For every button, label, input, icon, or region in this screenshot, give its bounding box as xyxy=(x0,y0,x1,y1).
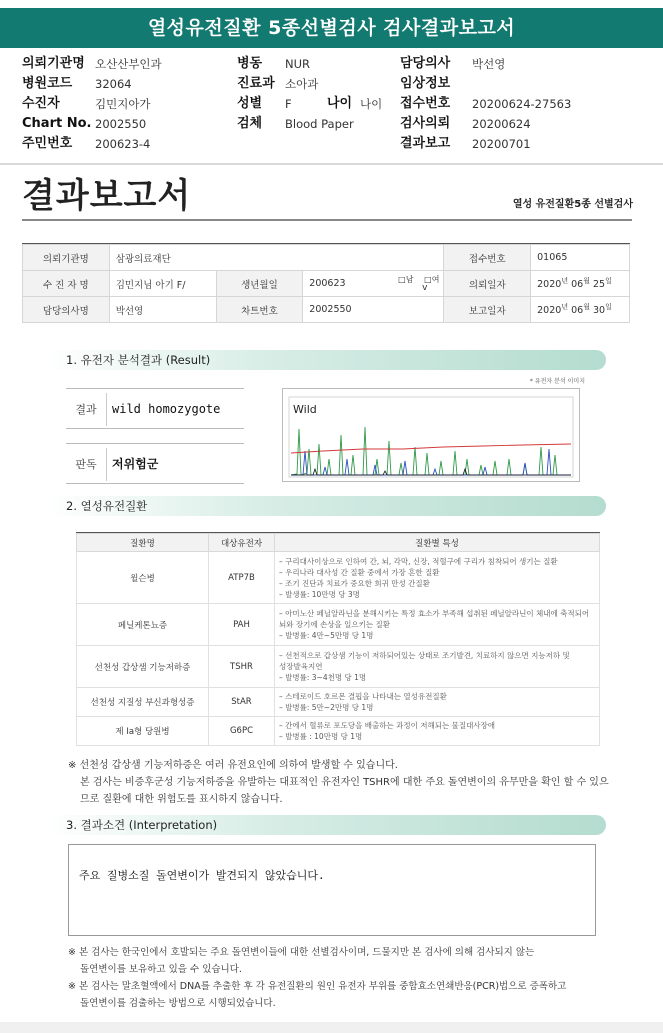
disease-name: 선천성 갑상샘 기능저하증 xyxy=(77,646,209,688)
info-label: 수진자 xyxy=(22,96,60,111)
info-label: 병원코드 xyxy=(22,76,73,91)
disease-features xyxy=(275,646,600,688)
patient-table xyxy=(22,244,630,323)
section-title: 1. 유전자 분석결과 (Result) xyxy=(66,353,211,367)
info-value: 20200701 xyxy=(472,137,531,151)
info-label: 주민번호 xyxy=(22,136,73,151)
section-title: 3. 결과소견 (Interpretation) xyxy=(66,818,218,832)
info-value: 소아과 xyxy=(285,77,319,91)
date-unit: 일 xyxy=(605,303,612,312)
disease-name: 윌슨병 xyxy=(77,552,209,604)
disease-gene: ATP7B xyxy=(209,552,275,604)
judgment-divider xyxy=(106,448,107,481)
info-value: 2002550 xyxy=(95,117,147,131)
header-divider xyxy=(0,163,663,165)
request-date-value xyxy=(531,271,630,297)
report-date-value xyxy=(531,297,630,323)
feature-line: – 간에서 혈류로 포도당을 배출하는 과정이 저해되는 물질대사장애 xyxy=(279,721,496,730)
date-year: 2020 xyxy=(537,279,562,291)
date-unit: 월 xyxy=(583,277,590,286)
doctor-label: 담당의사명 xyxy=(23,297,110,323)
table-row xyxy=(77,646,600,688)
disease-features xyxy=(275,688,600,717)
footnote-line: 돌연변이를 검출하는 방법으로 시행되었습니다. xyxy=(80,998,276,1009)
disease-table xyxy=(76,533,600,746)
report-subtitle: 열성 유전질환5종 선별검사 xyxy=(512,199,633,210)
feature-line: – 발병률: 5만~2만명 당 1명 xyxy=(279,703,374,712)
footnote-line: ※ 본 검사는 말초혈액에서 DNA를 추출한 후 각 유전질환의 원인 유전자 부위를 중합효소연쇄반응(PCR)법으로 증폭하고 xyxy=(68,981,567,992)
examinee-value: 김민지님 아기 F/ xyxy=(109,271,216,297)
info-label: 임상정보 xyxy=(400,76,451,91)
chromatogram-note: * 유전자 분석 이미지 xyxy=(529,378,585,385)
disease-name: 페닐케톤뇨증 xyxy=(77,604,209,646)
report-banner xyxy=(0,8,663,48)
info-label: 병동 xyxy=(237,56,263,71)
doctor-value: 박선영 xyxy=(109,297,216,323)
sex-male-checkbox: □남 xyxy=(398,275,414,284)
info-value: 20200624-27563 xyxy=(472,97,572,111)
section-result-header xyxy=(46,350,606,370)
chart-value: 2002550 xyxy=(303,297,444,323)
sex-female-checkbox: □여 xyxy=(424,275,440,284)
section-title: 2. 열성유전질환 xyxy=(66,499,148,513)
judgment-box xyxy=(66,443,244,484)
info-value: 박선영 xyxy=(472,57,506,71)
info-label: 담당의사 xyxy=(400,56,451,71)
footnote-line: 돌연변이를 보유하고 있을 수 있습니다. xyxy=(80,964,242,975)
table-row xyxy=(23,271,630,297)
feature-line: – 구리대사이상으로 인하여 간, 뇌, 각막, 신장, 적혈구에 구리가 침착되어 생기는 질환 xyxy=(279,556,558,566)
table-row xyxy=(77,717,600,746)
disease-name: 선천성 지질성 부신과형성증 xyxy=(77,688,209,717)
note-line: 므로 질환에 대한 위험도를 표시하지 않습니다. xyxy=(80,794,283,805)
table-row xyxy=(23,245,630,271)
info-value: 200623-4 xyxy=(95,137,151,151)
table-row xyxy=(77,688,600,717)
receipt-value: 01065 xyxy=(531,245,630,271)
birth-value: 200623 xyxy=(309,278,346,289)
info-label: 검사의뢰 xyxy=(400,116,451,131)
result-label: 결과 xyxy=(75,402,97,416)
feature-line: – 발병률: 3~4천명 당 1명 xyxy=(279,673,367,682)
disease-gene: StAR xyxy=(209,688,275,717)
info-value: F xyxy=(285,97,292,111)
result-divider xyxy=(106,393,107,426)
column-header: 대상유전자 xyxy=(209,534,275,552)
feature-line: – 발병률: 4만~5만명 당 1명 xyxy=(279,631,374,640)
feature-line: 성장발육지연 xyxy=(279,662,323,671)
info-label: 의뢰기관명 xyxy=(22,56,85,71)
feature-line: 뇌와 장기에 손상을 일으키는 질환 xyxy=(279,620,390,629)
sex-check-mark: v xyxy=(422,283,428,293)
requester-label: 의뢰기관명 xyxy=(23,245,110,271)
chart-label: 차트번호 xyxy=(216,297,303,323)
report-date-label: 보고일자 xyxy=(444,297,531,323)
requester-value: 삼광의료재단 xyxy=(109,245,444,271)
footnotes xyxy=(68,944,566,1012)
disease-gene: TSHR xyxy=(209,646,275,688)
feature-line: – 조기 진단과 치료가 중요한 희귀 만성 간질환 xyxy=(279,578,430,588)
date-month: 06 xyxy=(571,305,584,317)
info-value: 32064 xyxy=(95,77,132,91)
chromatogram-image xyxy=(282,388,580,482)
info-value: 김민지아가 xyxy=(95,97,151,111)
date-unit: 일 xyxy=(605,277,612,286)
title-underline xyxy=(22,219,632,221)
request-date-label: 의뢰일자 xyxy=(444,271,531,297)
chromatogram-svg xyxy=(283,389,579,481)
info-label: Chart No. xyxy=(22,116,92,131)
date-unit: 년 xyxy=(561,277,569,286)
info-value: NUR xyxy=(285,57,311,71)
feature-line: – 아미노산 페닐알라닌을 분해시키는 특정 효소가 부족해 섭취된 페닐알라닌이 체내에 축적되어 xyxy=(279,609,590,618)
table-row xyxy=(77,552,600,604)
feature-line: – 발생률: 10만명 당 3명 xyxy=(279,589,360,599)
disease-gene: PAH xyxy=(209,604,275,646)
judgment-value: 저위험군 xyxy=(112,457,159,471)
info-label: 접수번호 xyxy=(400,96,451,111)
column-header: 질환별 특성 xyxy=(275,534,600,552)
footnote-line: ※ 본 검사는 한국인에서 호발되는 주요 돌연변이들에 대한 선별검사이며, 드물지만 본 검사에 의해 검사되지 않는 xyxy=(68,947,535,958)
judgment-label: 판독 xyxy=(75,457,97,471)
table-row xyxy=(23,297,630,323)
table-header-row xyxy=(77,534,600,552)
section-interpretation-header xyxy=(46,815,606,835)
note-line: ※ 선천성 갑상샘 기능저하증은 여러 유전요인에 의하여 발생할 수 있습니다. xyxy=(68,760,398,771)
patient-info-grid xyxy=(22,54,642,154)
feature-line: – 선천적으로 갑상샘 기능이 저하되어있는 상태로 조기발견, 치료하지 않으면 지능저하 및 xyxy=(279,651,570,660)
feature-line: – 우리나라 대사성 간 질환 중에서 가장 흔한 질환 xyxy=(279,567,440,577)
info-value: 20200624 xyxy=(472,117,531,131)
result-box xyxy=(66,388,244,429)
interpretation-text: 주요 질병소질 돌연변이가 발견되지 않았습니다. xyxy=(79,869,325,882)
info-value: Blood Paper xyxy=(285,117,354,131)
interpretation-box xyxy=(68,844,596,936)
disease-features xyxy=(275,717,600,746)
chromatogram-label: Wild xyxy=(293,403,317,416)
date-year: 2020 xyxy=(537,305,562,317)
disease-name: 제 Ia형 당원병 xyxy=(77,717,209,746)
info-label: 진료과 xyxy=(237,76,275,91)
date-unit: 월 xyxy=(583,303,590,312)
column-header: 질환명 xyxy=(77,534,209,552)
examinee-label: 수 진 자 명 xyxy=(23,271,110,297)
section-disease-header xyxy=(46,496,606,516)
date-unit: 년 xyxy=(561,303,569,312)
disease-features xyxy=(275,604,600,646)
age-label: 나이 xyxy=(327,96,353,111)
disease-features xyxy=(275,552,600,604)
date-day: 30 xyxy=(593,305,606,317)
receipt-label: 접수번호 xyxy=(444,245,531,271)
date-month: 06 xyxy=(571,279,584,291)
birth-cell xyxy=(303,271,444,297)
info-label: 결과보고 xyxy=(400,136,451,151)
date-day: 25 xyxy=(593,279,606,291)
info-label: 성별 xyxy=(237,96,263,111)
disease-note xyxy=(68,757,609,808)
banner-title: 열성유전질환 5종선별검사 검사결과보고서 xyxy=(147,17,516,39)
table-row xyxy=(77,604,600,646)
info-value: 오산산부인과 xyxy=(95,57,162,71)
report-title: 결과보고서 xyxy=(22,176,192,216)
birth-label: 생년월일 xyxy=(216,271,303,297)
feature-line: – 스테로이드 호르몬 결핍을 나타내는 열성유전질환 xyxy=(279,692,447,701)
info-label: 검체 xyxy=(237,116,263,131)
age-value: 나이 xyxy=(360,97,383,111)
disease-gene: G6PC xyxy=(209,717,275,746)
result-value: wild homozygote xyxy=(112,401,221,416)
note-line: 본 검사는 비증후군성 기능저하증을 유발하는 대표적인 유전자인 TSHR에 대한 주요 돌연변이의 유무만을 확인 할 수 있으 xyxy=(80,777,609,788)
feature-line: – 발병률 : 10만명 당 1명 xyxy=(279,732,363,741)
